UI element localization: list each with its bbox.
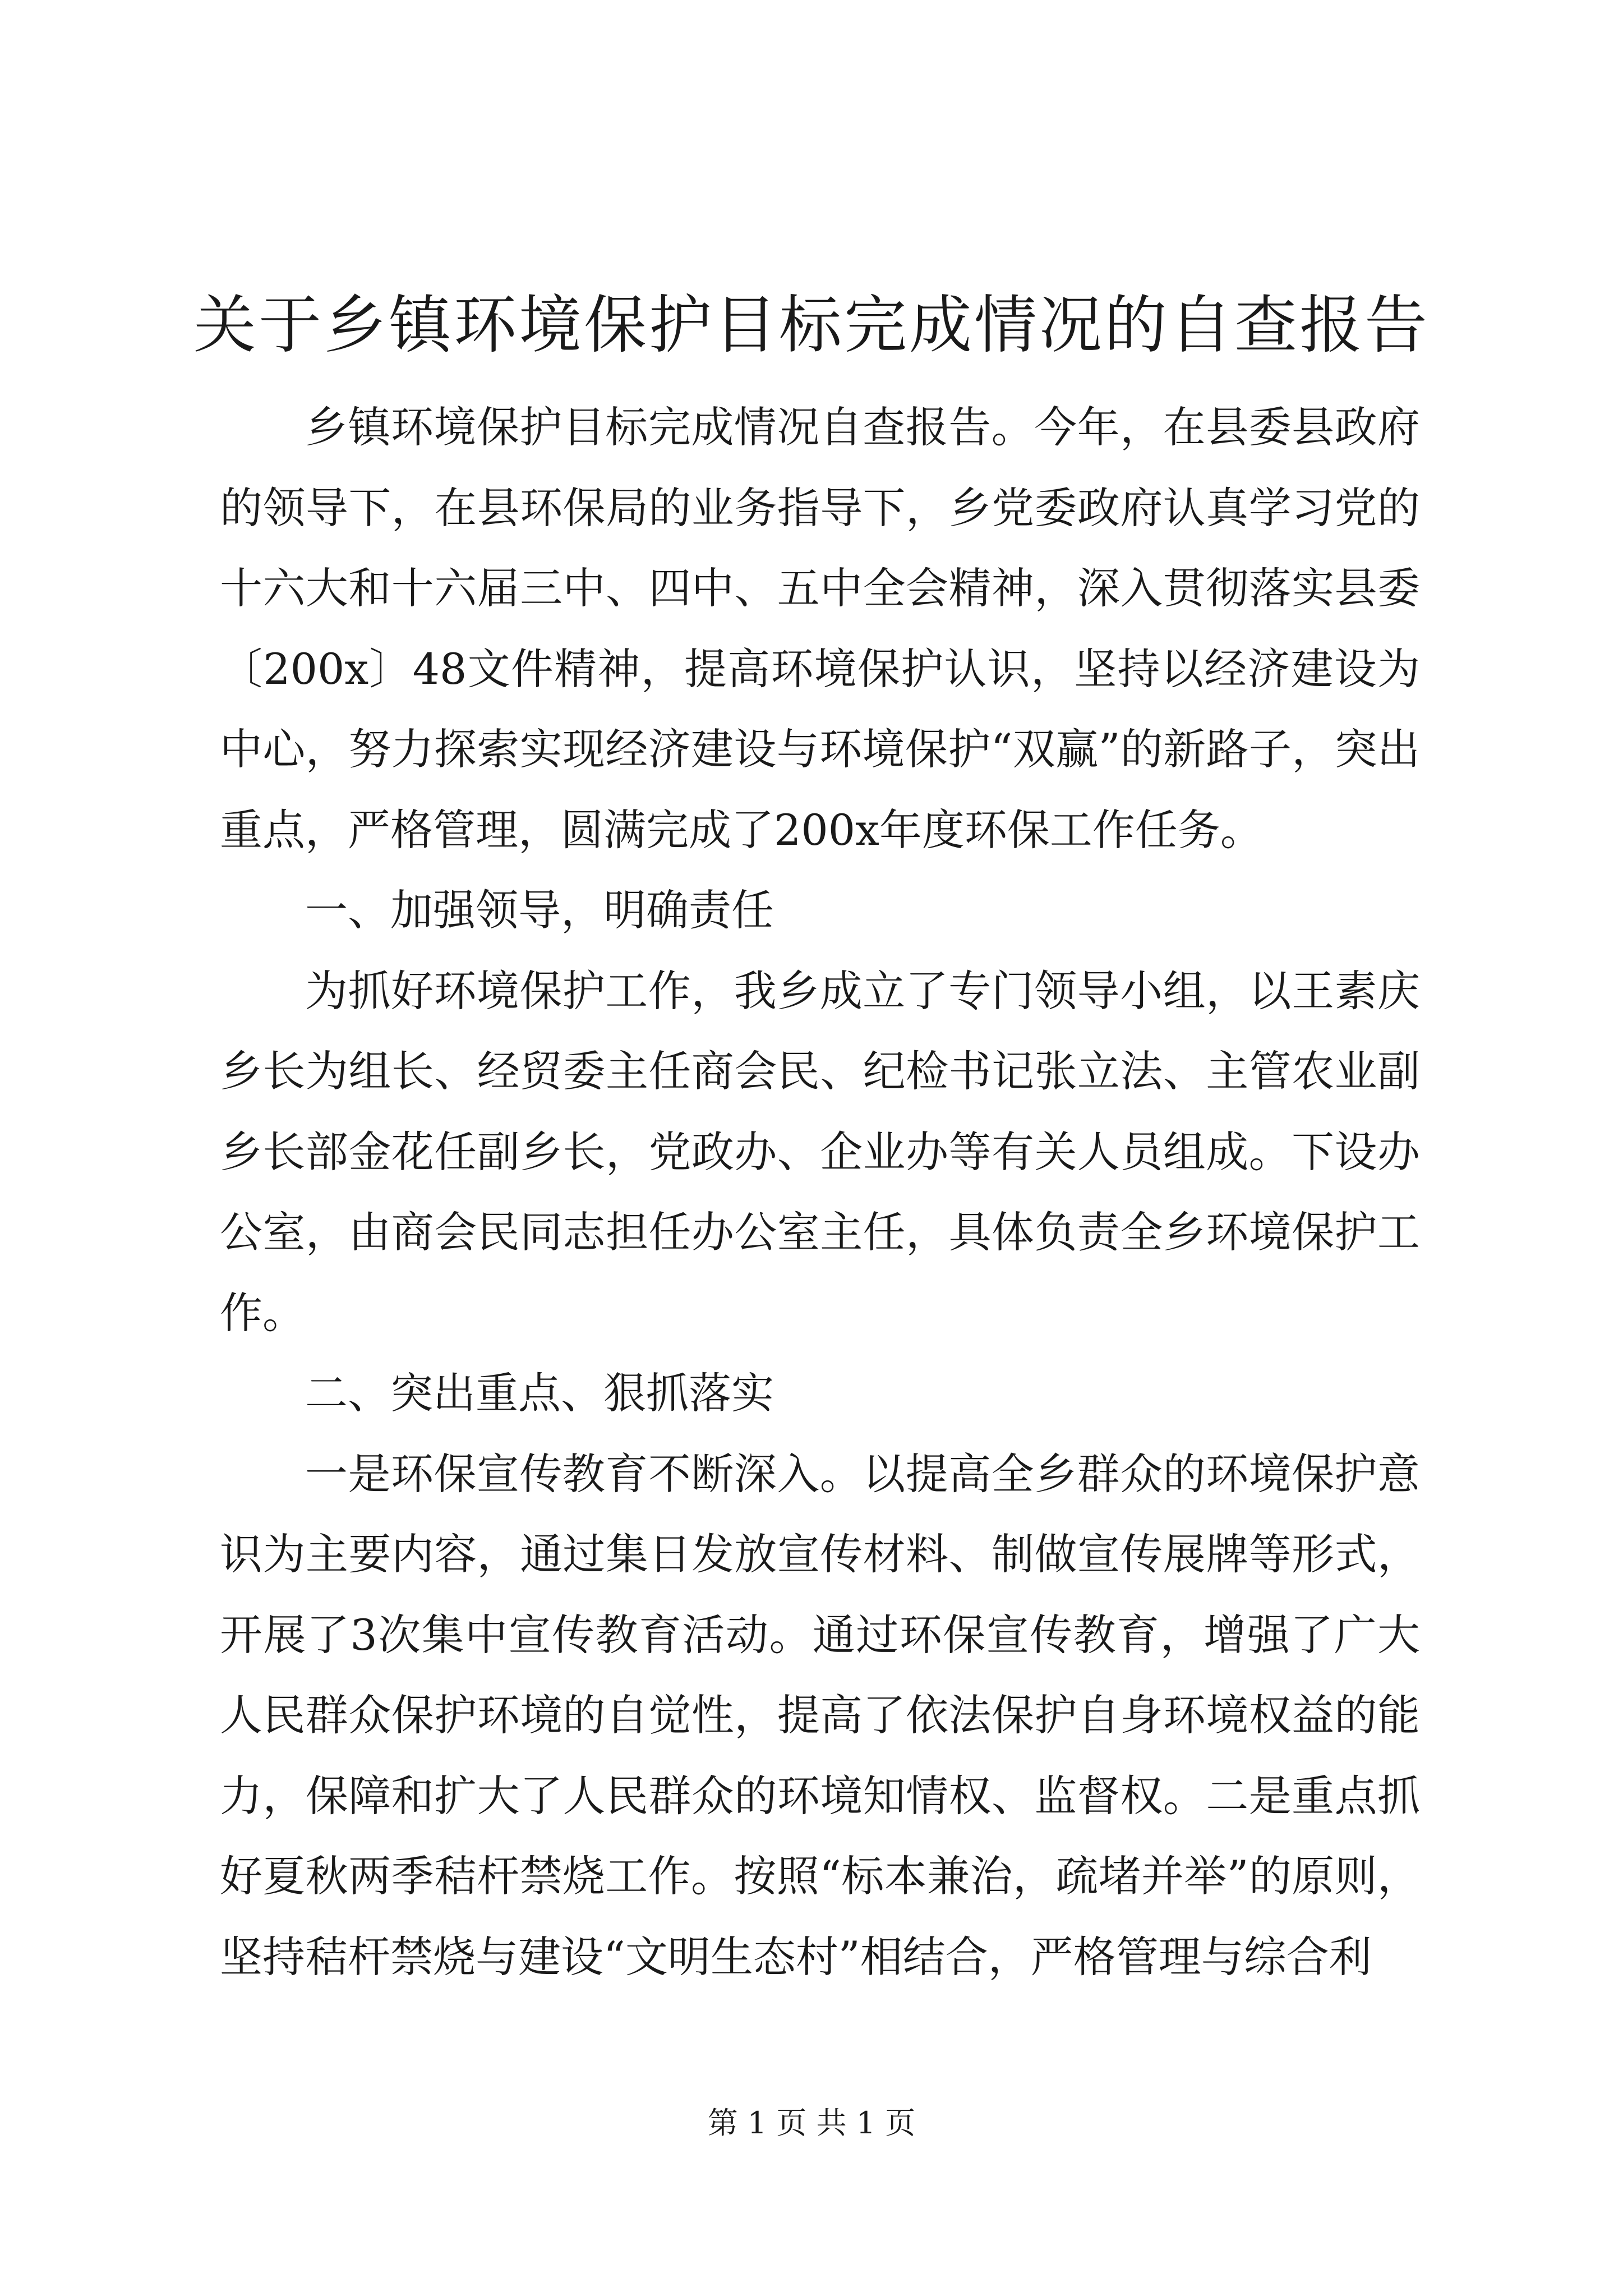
section-heading-2: 二、突出重点、狠抓落实 <box>305 1368 774 1418</box>
paragraph-leadership: 为抓好环境保护工作，我乡成立了专门领导小组，以王素庆乡长为组长、经贸委主任商会民、纪检书记张立法、主管农业副乡长部金花任副乡长，党政办、企业办等有关人员组成。下设办公室，由商会民同志担任办公室主任，具体负责全乡环境保护工作。 <box>220 965 1420 1338</box>
document-title: 关于乡镇环境保护目标完成情况的自查报告 <box>193 289 1430 362</box>
paragraph-implementation: 一是环保宣传教育不断深入。以提高全乡群众的环境保护意识为主要内容，通过集日发放宣传材料、制做宣传展牌等形式，开展了3次集中宣传教育活动。通过环保宣传教育，增强了广大人民群众保护环境的自觉性，提高了依法保护自身环境权益的能力，保障和扩大了人民群众的环境知情权、监督权。二是重点抓好夏秋两季秸杆禁烧工作。按照“标本兼治，疏堵并举”的原则，坚持秸杆禁烧与建设“文明生态村”相结合，严格管理与综合利 <box>220 1448 1420 1982</box>
document-body <box>220 387 1420 1997</box>
section-heading-1: 一、加强领导，明确责任 <box>305 885 774 935</box>
paragraph-intro: 乡镇环境保护目标完成情况自查报告。今年，在县委县政府的领导下，在县环保局的业务指导下，乡党委政府认真学习党的十六大和十六届三中、四中、五中全会精神，深入贯彻落实县委〔200x〕48文件精神，提高环境保护认识，坚持以经济建设为中心，努力探索实现经济建设与环境保护“双赢”的新路子，突出重点，严格管理，圆满完成了200x年度环保工作任务。 <box>220 402 1420 855</box>
page-footer: 第 1 页 共 1 页 <box>707 2105 916 2141</box>
